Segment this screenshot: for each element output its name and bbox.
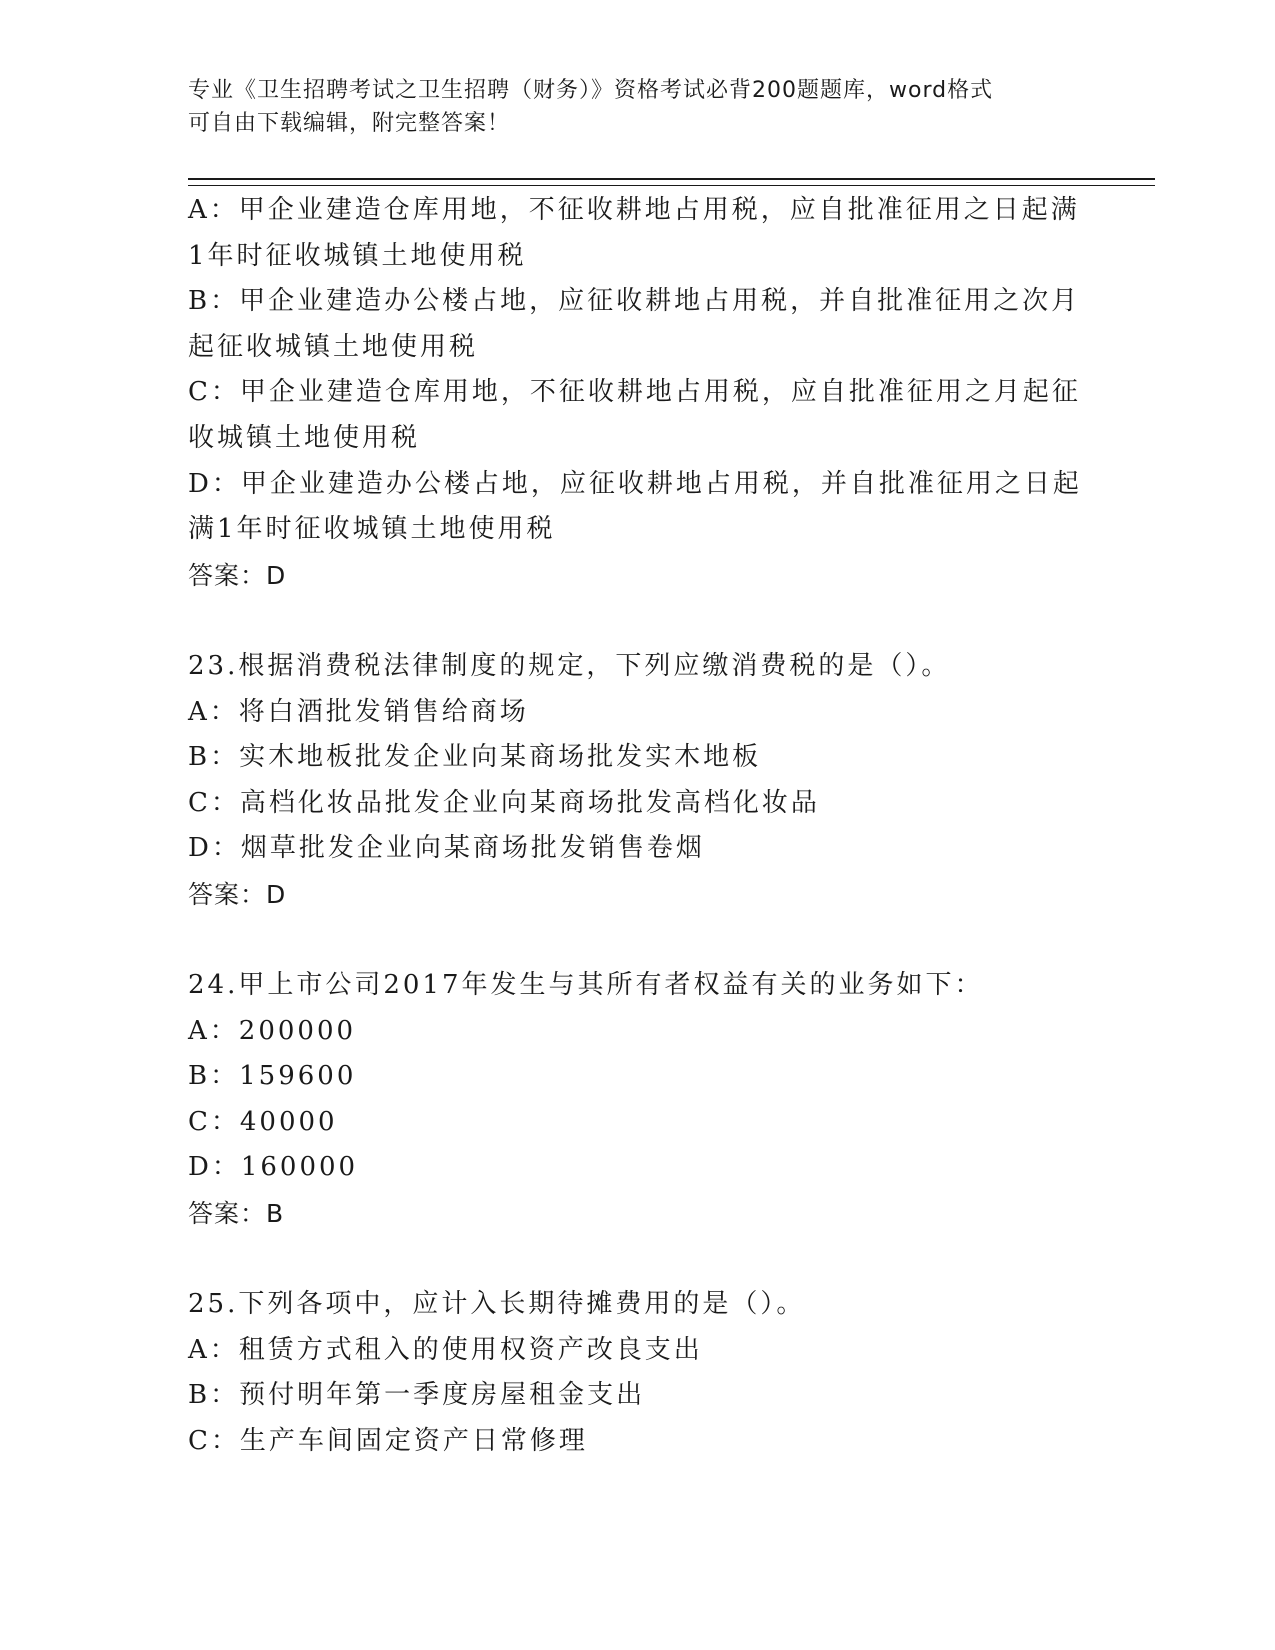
q25-option-a: A：租赁方式租入的使用权资产改良支出 <box>188 1334 703 1365</box>
question-content <box>188 188 1088 1465</box>
q24-answer: 答案：B <box>188 1199 285 1229</box>
q23-option-d: D：烟草批发企业向某商场批发销售卷烟 <box>188 833 705 864</box>
q22-option-a-line-2: 1年时征收城镇土地使用税 <box>188 240 527 271</box>
q22-option-c-line-2: 收城镇土地使用税 <box>188 422 421 453</box>
q23-option-b: B：实木地板批发企业向某商场批发实木地板 <box>188 742 762 773</box>
q22-answer: 答案：D <box>188 560 287 590</box>
q24-option-d: D：160000 <box>188 1152 359 1183</box>
q24-question-text: 24.甲上市公司2017年发生与其所有者权益有关的业务如下： <box>188 970 984 1001</box>
question-25-block <box>188 1282 1088 1464</box>
header-title-line-1: 专业《卫生招聘考试之卫生招聘（财务）》资格考试必背200题题库，word格式 <box>188 78 994 103</box>
q23-question-text: 23.根据消费税法律制度的规定，下列应缴消费税的是（）。 <box>188 650 951 681</box>
header-divider <box>188 178 1155 186</box>
q22-option-a-line-1: A：甲企业建造仓库用地，不征收耕地占用税，应自批准征用之日起满 <box>188 195 1080 225</box>
q25-question-text: 25.下列各项中，应计入长期待摊费用的是（）。 <box>188 1289 806 1320</box>
header-title-line-2: 可自由下载编辑，附完整答案！ <box>188 111 511 136</box>
question-23-block <box>188 644 1088 918</box>
q24-option-c: C：40000 <box>188 1106 338 1137</box>
q24-option-a: A：200000 <box>188 1015 357 1046</box>
spacer <box>188 598 1088 644</box>
q23-option-c: C：高档化妆品批发企业向某商场批发高档化妆品 <box>188 787 820 818</box>
question-24-block <box>188 963 1088 1237</box>
spacer <box>188 918 1088 964</box>
q25-option-c: C：生产车间固定资产日常修理 <box>188 1426 588 1457</box>
q22-option-d-line-2: 满1年时征收城镇土地使用税 <box>188 514 556 545</box>
document-header <box>188 74 1068 140</box>
q23-option-a: A：将白酒批发销售给商场 <box>188 696 529 727</box>
question-22-block <box>188 188 1088 598</box>
q25-option-b: B：预付明年第一季度房屋租金支出 <box>188 1380 646 1411</box>
q22-option-b-line-1: B：甲企业建造办公楼占地，应征收耕地占用税，并自批准征用之次月 <box>188 286 1081 317</box>
q22-option-c-line-1: C：甲企业建造仓库用地，不征收耕地占用税，应自批准征用之月起征 <box>188 377 1081 408</box>
q23-answer: 答案：D <box>188 879 287 909</box>
spacer <box>188 1237 1088 1283</box>
q22-option-d-line-1: D：甲企业建造办公楼占地，应征收耕地占用税，并自批准征用之日起 <box>188 468 1082 499</box>
q22-option-b-line-2: 起征收城镇土地使用税 <box>188 331 479 362</box>
q24-option-b: B：159600 <box>188 1061 357 1092</box>
